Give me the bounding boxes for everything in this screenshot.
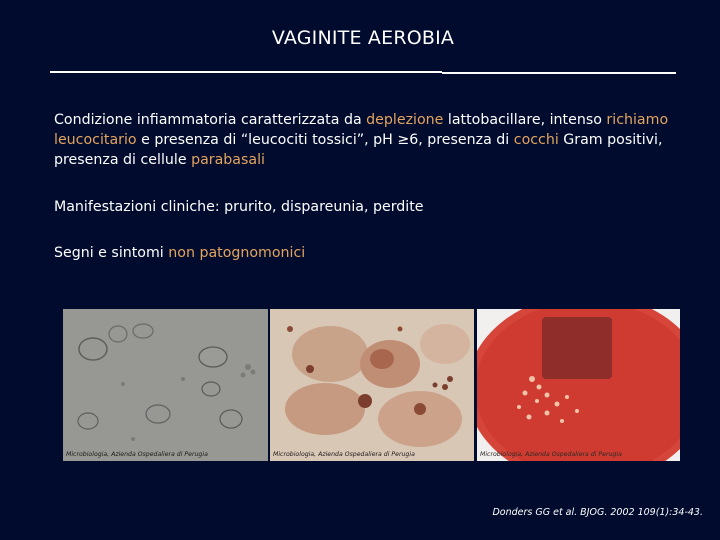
definition-text-3: e presenza di “leucociti tossici”, pH ≥6, presenza di	[136, 132, 514, 148]
image-credit-3: Microbiologia, Azienda Ospedaliera di Perugia	[480, 451, 622, 458]
pap-smear-micrograph	[270, 309, 474, 461]
highlight-non-patognomonici: non patognomonici	[168, 245, 306, 261]
highlight-deplezione: deplezione	[366, 112, 444, 128]
agar-plate-image	[477, 309, 680, 461]
definition-text-4: Gram positivi, presenza di cellule	[54, 132, 663, 168]
pap-smear-image	[270, 309, 474, 461]
agar-plate-photo	[477, 309, 680, 461]
reference-citation: Donders GG et al. BJOG. 2002 109(1):34-43.	[492, 507, 703, 518]
highlight-richiamo-leucocitario: richiamo leucocitario	[54, 112, 669, 148]
title-underline-left	[50, 71, 442, 73]
definition-text-2: lattobacillare, intenso	[443, 112, 607, 128]
wet-mount-image	[63, 309, 268, 461]
definition-text-1: Condizione infiammatoria caratterizzata da	[54, 112, 367, 128]
highlight-parabasali: parabasali	[191, 152, 265, 168]
signs-symptoms	[54, 243, 674, 263]
image-credit-1: Microbiologia, Azienda Ospedaliera di Perugia	[66, 451, 208, 458]
highlight-cocchi: cocchi	[513, 132, 559, 148]
title-underline-right	[442, 72, 676, 74]
slide-title: VAGINITE AEROBIA	[271, 27, 455, 49]
wet-mount-micrograph	[63, 309, 268, 461]
definition-paragraph	[54, 110, 674, 170]
image-credit-2: Microbiologia, Azienda Ospedaliera di Perugia	[273, 451, 415, 458]
signs-text: Segni e sintomi	[54, 245, 169, 261]
clinical-manifestations: Manifestazioni cliniche: prurito, dispareunia, perdite	[54, 199, 424, 215]
